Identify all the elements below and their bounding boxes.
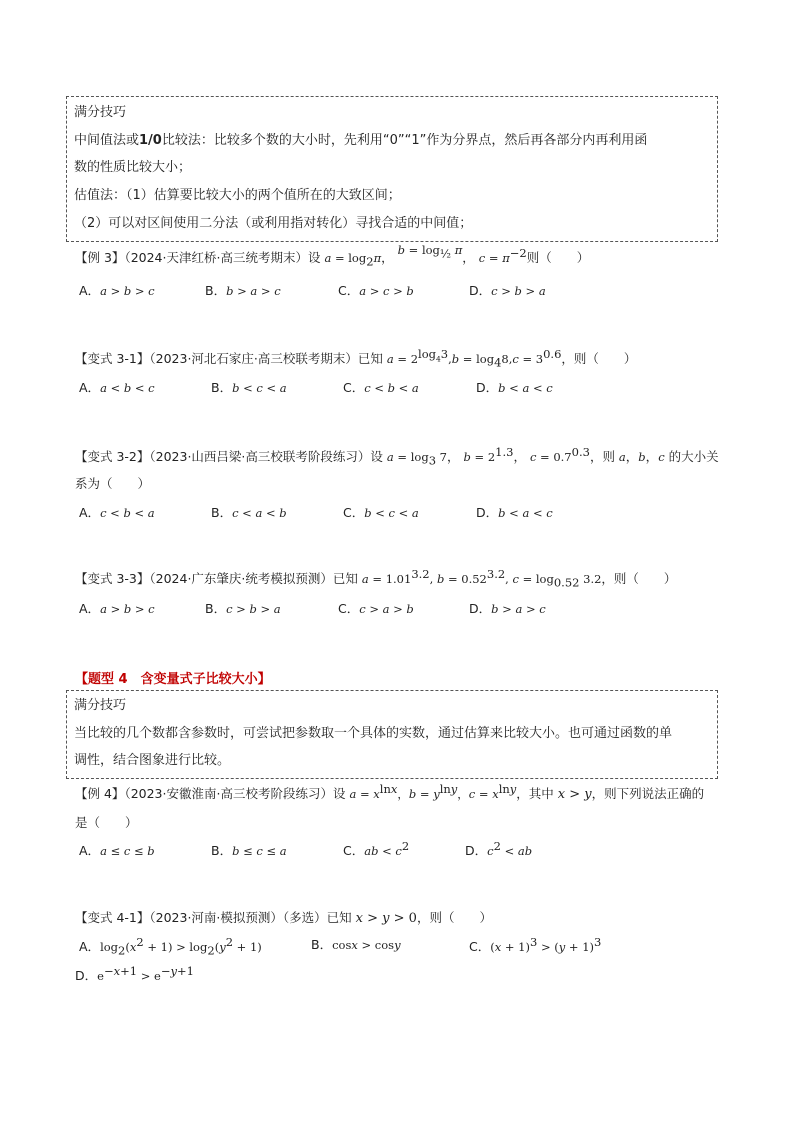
variant-4-1-stem: 【变式 4-1】（2023·河南·模拟预测）（多选）已知 x > y > 0，则（ ） bbox=[75, 910, 492, 926]
tip-line: （2）可以对区间使用二分法（或利用指对转化）寻找合适的中间值； bbox=[74, 216, 473, 231]
math-expr: $c = 0.7^{0.3}$ bbox=[529, 444, 590, 464]
variant-3-3-stem: 【变式 3-3】（2024·广东肇庆·统考模拟预测）已知 $a = 1.01^{3.2}$, $b = 0.52^{3.2}$, $c = \log_{0.52} 3.2$，则（ ） bbox=[75, 566, 677, 590]
tip-box-1 bbox=[66, 96, 718, 242]
option-c[interactable]: C．b < c < a bbox=[343, 505, 419, 520]
option-b[interactable]: B．c > b > a bbox=[205, 601, 281, 616]
math-expr: $a = 1.01^{3.2}$, $b = 0.52^{3.2}$, $c = \log_{0.52} 3.2$ bbox=[361, 566, 602, 590]
option-b[interactable]: B．cosx > cosy bbox=[311, 937, 401, 952]
example-4-stem-line2: 是（ ） bbox=[75, 815, 138, 830]
variant-3-2-stem: 【变式 3-2】（2023·山西吕梁·高三校联考阶段练习）设 $a = \log_3 7$， $b = 2^{1.3}$， $c = 0.7^{0.3}$，则 a，b，c 的大小关 bbox=[75, 444, 719, 468]
option-b[interactable]: B．b ≤ c ≤ a bbox=[211, 843, 287, 858]
tip-line: 当比较的几个数都含参数时，可尝试把参数取一个具体的实数，通过估算来比较大小。也可通过函数的单 bbox=[74, 726, 673, 741]
option-c[interactable]: C．$(x + 1)^3 > (y + 1)^3$ bbox=[469, 934, 602, 954]
tip-line: 估值法：（1）估算要比较大小的两个值所在的大致区间； bbox=[74, 188, 401, 203]
option-d[interactable]: D．b < a < c bbox=[476, 505, 553, 520]
option-d[interactable]: D．$e^{-x+1} > e^{-y+1}$ bbox=[75, 963, 194, 983]
option-d[interactable]: D．b > a > c bbox=[469, 601, 546, 616]
math-expr: $a = \log_2\pi$ bbox=[324, 251, 382, 269]
option-a[interactable]: A．c < b < a bbox=[79, 505, 155, 520]
math-expr: x > y > 0 bbox=[355, 911, 417, 926]
option-b[interactable]: B．c < a < b bbox=[211, 505, 287, 520]
math-expr: $b = 2^{1.3}$ bbox=[463, 444, 514, 464]
option-c[interactable]: C．ab < $c^2$ bbox=[343, 838, 410, 858]
option-a[interactable]: A．a < b < c bbox=[79, 380, 155, 395]
option-d[interactable]: D．c > b > a bbox=[469, 283, 546, 298]
option-b[interactable]: B．b < c < a bbox=[211, 380, 287, 395]
option-d[interactable]: D．b < a < c bbox=[476, 380, 553, 395]
section-title: 【题型 4 含变量式子比较大小】 bbox=[75, 672, 271, 687]
example-4-stem: 【例 4】（2023·安徽淮南·高三校考阶段练习）设 $a = x^{lnx}$，$b = y^{lny}$，$c = x^{lny}$，其中 x > y，则下列说法正确的 bbox=[75, 781, 705, 802]
option-a[interactable]: A．a > b > c bbox=[79, 601, 155, 616]
variant-3-1-stem: 【变式 3-1】（2023·河北石家庄·高三校联考期末）已知 $a = 2^{log_43},b = \log_48,c = 3^{0.6}$，则（ ） bbox=[75, 346, 637, 370]
variant-3-2-stem-line2: 系为（ ） bbox=[75, 476, 151, 491]
tip-line: 中间值法或1/0比较法：比较多个数的大小时，先利用“0”“1”作为分界点，然后再各部分内再利用函 bbox=[74, 133, 648, 148]
math-expr: x > y bbox=[557, 787, 592, 802]
option-c[interactable]: C．c > a > b bbox=[338, 601, 414, 616]
math-expr: $a = \log_3 7$ bbox=[386, 450, 447, 468]
math-expr: $b = \log_{\frac{1}{2}} \pi$ bbox=[397, 243, 463, 261]
tip-line: 数的性质比较大小； bbox=[74, 160, 192, 175]
option-a[interactable]: A．a ≤ c ≤ b bbox=[79, 843, 155, 858]
example-3-stem: 【例 3】（2024·天津红桥·高三统考期末）设 $a = \log_2\pi$， $b = \log_{\frac{1}{2}} \pi$， $c = \pi^{-2}$则（ ） bbox=[75, 243, 590, 269]
option-a[interactable]: A．a > b > c bbox=[79, 283, 155, 298]
option-a[interactable]: A．$\log_2(x^2 + 1) > \log_2(y^2 + 1)$ bbox=[79, 934, 262, 958]
math-expr: $a = 2^{log_43},b = \log_48,c = 3^{0.6}$ bbox=[386, 346, 562, 370]
math-expr: $a = x^{lnx}$，$b = y^{lny}$，$c = x^{lny}$ bbox=[349, 781, 517, 801]
tip-title: 满分技巧 bbox=[74, 698, 127, 713]
option-d[interactable]: D．$c^2$ < ab bbox=[465, 838, 533, 858]
option-c[interactable]: C．a > c > b bbox=[338, 283, 414, 298]
math-expr: $c = \pi^{-2}$ bbox=[478, 245, 527, 265]
tip-title: 满分技巧 bbox=[74, 105, 127, 120]
tip-box-2 bbox=[66, 690, 718, 779]
option-b[interactable]: B．b > a > c bbox=[205, 283, 281, 298]
option-c[interactable]: C．c < b < a bbox=[343, 380, 419, 395]
tip-line: 调性，结合图象进行比较。 bbox=[74, 753, 231, 768]
